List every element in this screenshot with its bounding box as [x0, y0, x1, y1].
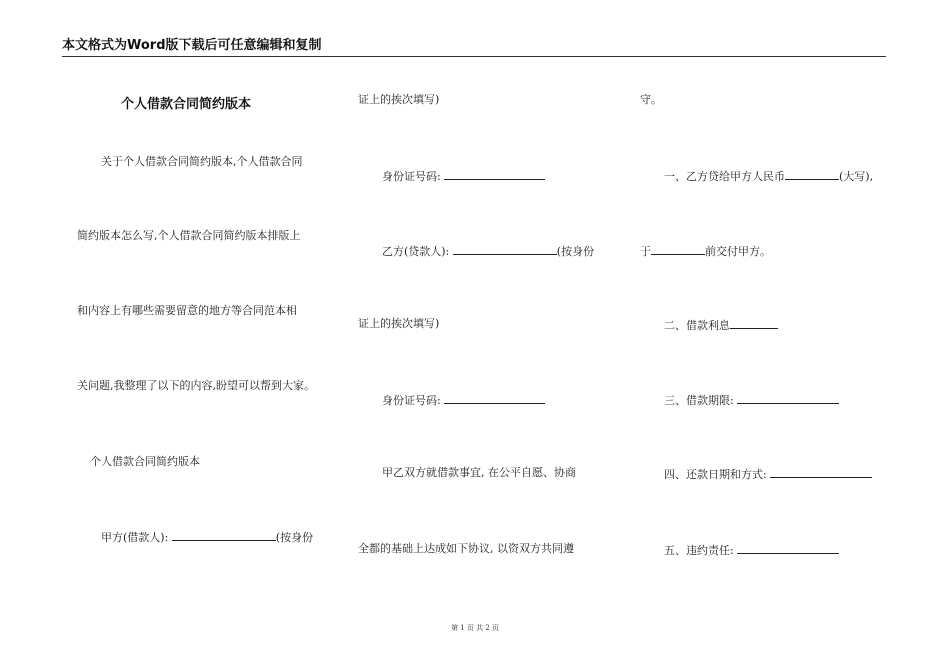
paragraph-line: 简约版本怎么写,个人借款合同简约版本排版上 — [77, 229, 301, 242]
contract-item-1-cont — [640, 243, 771, 259]
party-b-label: 乙方(贷款人): — [382, 245, 450, 258]
header-text: 本文格式为Word版下载后可任意编辑和复制 — [62, 38, 322, 53]
paragraph-line: 和内容上有哪些需要留意的地方等合同范本相 — [77, 304, 297, 317]
page-footer: 第 1 页 共 2 页 — [450, 624, 500, 632]
paragraph-line: 关于个人借款合同简约版本,个人借款合同 — [101, 155, 303, 168]
id-number-blank — [444, 392, 545, 404]
item-5-label: 五、违约责任: — [664, 544, 734, 557]
section-subtitle: 个人借款合同简约版本 — [90, 455, 200, 468]
item-1-prefix: 一、乙方贷给甲方人民币 — [664, 170, 785, 183]
document-title: 个人借款合同简约版本 — [121, 97, 252, 112]
paragraph-line: 关问题,我整理了以下的内容,盼望可以帮到大家。 — [77, 379, 315, 392]
party-a-blank — [172, 529, 276, 541]
contract-item-3 — [664, 392, 839, 408]
id-number-blank — [444, 168, 545, 180]
item-1b-suffix: 前交付甲方。 — [705, 245, 771, 258]
item-1-suffix: (大写), — [839, 170, 874, 183]
paragraph-line: 守。 — [640, 93, 662, 106]
party-a-line — [101, 529, 313, 545]
item-2-label: 二、借款利息 — [664, 319, 730, 332]
id-number-line — [382, 168, 545, 184]
page-header — [62, 36, 886, 57]
paragraph-line: 证上的挨次填写) — [358, 93, 440, 106]
paragraph-line: 证上的挨次填写) — [358, 317, 440, 330]
paragraph-line: 全都的基础上达成如下协议, 以资双方共同遵 — [358, 542, 574, 555]
contract-item-1 — [664, 168, 873, 184]
repayment-blank — [770, 466, 872, 478]
amount-blank — [785, 168, 839, 180]
contract-item-4 — [664, 466, 872, 482]
item-3-label: 三、借款期限: — [664, 394, 734, 407]
liability-blank — [737, 542, 839, 554]
party-b-line — [382, 243, 594, 259]
party-b-suffix: (按身份 — [556, 245, 595, 258]
id-number-label: 身份证号码: — [382, 394, 441, 407]
party-b-blank — [453, 243, 557, 255]
contract-item-2 — [664, 317, 778, 333]
party-a-label: 甲方(借款人): — [101, 531, 169, 544]
id-number-line — [382, 392, 545, 408]
paragraph-line: 甲乙双方就借款事宜, 在公平自愿、协商 — [382, 466, 576, 479]
item-1b-prefix: 于 — [640, 245, 651, 258]
term-blank — [737, 392, 839, 404]
contract-item-5 — [664, 542, 839, 558]
item-4-label: 四、还款日期和方式: — [664, 468, 767, 481]
id-number-label: 身份证号码: — [382, 170, 441, 183]
date-blank — [651, 243, 705, 255]
party-a-suffix: (按身份 — [275, 531, 314, 544]
interest-blank — [730, 317, 778, 329]
